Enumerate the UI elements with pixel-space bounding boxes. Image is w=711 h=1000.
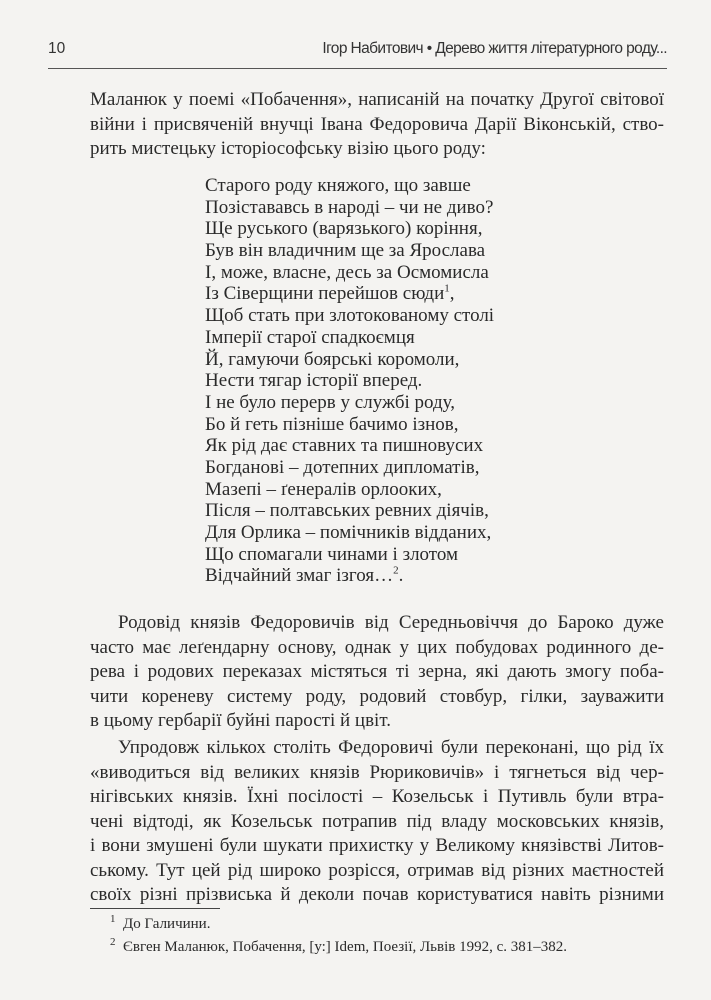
- poem-line: Відчайний змаг ізгоя…: [205, 565, 394, 587]
- poem-line-with-ref: Відчайний змаг ізгоя…$^2$.: [205, 565, 404, 587]
- running-title: Ігор Набитович • Дерево життя літературного роду...: [322, 40, 667, 57]
- intro-paragraph: [90, 88, 664, 162]
- header-rule: [48, 68, 667, 69]
- text-line: чені відтоді, як Козельськ потрапив під владу московських князів,: [90, 810, 664, 832]
- text-line: часто має леґендарну основу, однак у цих побудовах родинного де-: [90, 636, 664, 658]
- footnote-ref[interactable]: 2: [393, 565, 399, 578]
- text-line: рить мистецьку історіософську візію цього роду:: [90, 138, 486, 159]
- poem-line: Із Сіверщини перейшов сюди: [205, 283, 445, 305]
- footnote-ref[interactable]: 1: [444, 283, 450, 296]
- poem-line: Богданові – дотепних дипломатів,: [205, 456, 480, 478]
- text-line: Упродовж кількох століть Федоровичі були переконані, що рід їх: [118, 737, 664, 758]
- text-line: рева і родових переказах містяться ті зерна, які дають змогу поба-: [90, 661, 664, 682]
- poem-line: Імперії старої спадкоємця: [205, 326, 415, 348]
- text-line: ському. Тут цей рід широко розрісся, отримав від різних маєтностей: [90, 859, 664, 881]
- footnote-text: До Галичини.: [123, 916, 211, 932]
- poem-line: І не було перерв у службі роду,: [205, 391, 455, 413]
- paragraph-1: [90, 611, 664, 734]
- poem-line-with-ref: Із Сіверщини перейшов сюди$^1$,: [205, 283, 455, 305]
- poem-line: Що спомагали чинами і злотом: [205, 543, 459, 565]
- poem-line: Був він владичним ще за Ярослава: [205, 240, 486, 262]
- poem-line: Для Орлика – помічників відданих,: [205, 522, 492, 543]
- text-line: «виводиться від великих князів Рюриковичів» і тягнеться від чер-: [90, 761, 664, 783]
- footnotes: [110, 913, 567, 959]
- text-line: Родовід князів Федоровичів від Середньовіччя до Бароко дуже: [118, 612, 664, 633]
- poem-line: Щоб стать при злотокованому столі: [205, 305, 495, 327]
- page-number: 10: [48, 40, 66, 57]
- footnote-1: [110, 913, 567, 936]
- poem-line: Старого роду княжого, що завше: [205, 175, 471, 196]
- poem-line: Мазепі – ґенералів орлооких,: [205, 478, 442, 500]
- text-line: в цьому гербарії буйні паростi й цвіт.: [90, 710, 391, 731]
- text-line: чити кореневу систему роду, родовий стовбур, гілки, зауважити: [90, 685, 664, 707]
- footnote-2: [110, 936, 567, 959]
- poem-line: Позістававсь в народі – чи не диво?: [205, 196, 494, 218]
- poem-line: Як рід дає ставних та пишновусих: [205, 435, 484, 457]
- text-line: війни і присвяченій внучці Івана Федоровича Дарії Віконській, ство-: [90, 113, 664, 135]
- poem-line: Й, гамуючи боярські коромоли,: [205, 348, 460, 370]
- poem-line: Бо й геть пізніше бачимо ізнов,: [205, 413, 459, 435]
- footnote-rule: [90, 908, 220, 909]
- footnote-number: 2: [110, 936, 116, 948]
- text-line: нігівських князів. Їхні посілості – Козельськ і Путивль були втра-: [90, 786, 664, 807]
- text-line: і вони змушені були шукати прихистку у Великому князівстві Литов-: [90, 835, 664, 856]
- footnote-number: 1: [110, 913, 116, 925]
- poem-line: Після – полтавських ревних діячів,: [205, 500, 489, 522]
- text-line: своїх різні прізвиська й деколи почав користуватися навіть різними: [90, 884, 664, 905]
- poem-quote: [205, 175, 494, 587]
- paragraph-2: [90, 736, 664, 908]
- poem-line: Нести тягар історії вперед.: [205, 370, 423, 392]
- poem-line: Ще руського (варязького) коріння,: [205, 218, 483, 240]
- footnote-text: Євген Маланюк, Побачення, [у:] Idem, Поезії, Львів 1992, с. 381–382.: [123, 939, 567, 955]
- text-line: Маланюк у поемі «Побачення», написаній на початку Другої світової: [90, 89, 664, 110]
- poem-line: І, може, власне, десь за Осмомисла: [205, 261, 489, 283]
